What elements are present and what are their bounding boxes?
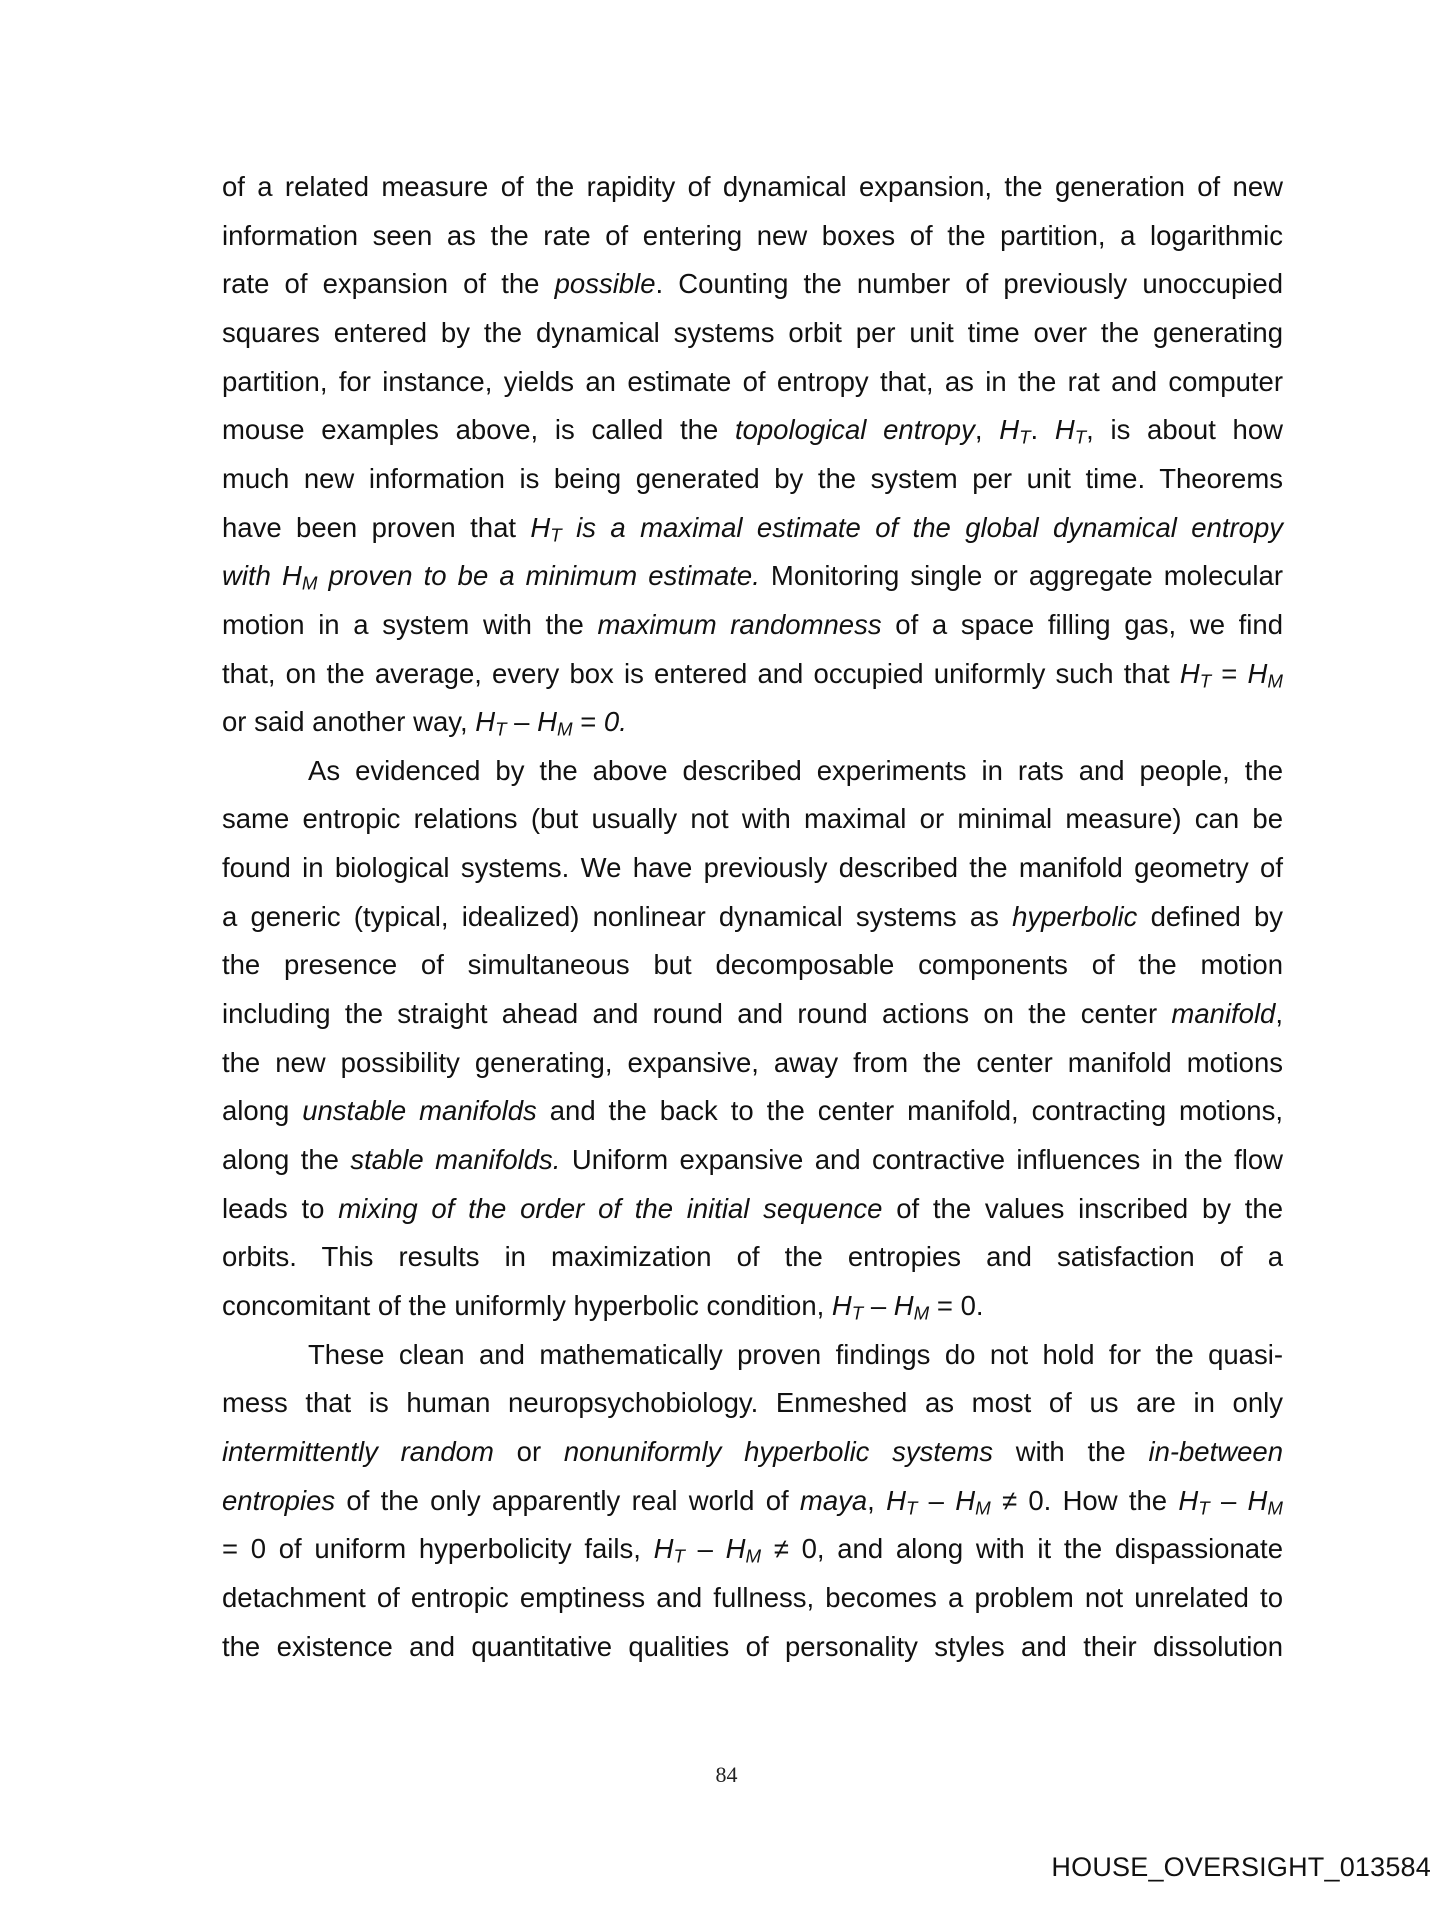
bates-number: HOUSE_OVERSIGHT_013584 [1051,1852,1431,1882]
text-line [222,605,1283,645]
text-run: mess that is human neuropsychobiology. Enmeshed as most of us are in only [222,1387,1283,1419]
text-run: much new information is being generated by the system per unit time. Theorems [222,462,1283,494]
text-run: information seen as the rate of entering new boxes of the partition, a logarithmic [222,219,1283,251]
text-run: rate of expansion of the [222,268,555,300]
text-line [222,945,1283,985]
text-run: Monitoring single or aggregate molecular [759,560,1283,592]
page-number: 84 [715,1762,738,1787]
text-run: ≠ 0. How the [990,1484,1179,1516]
italic-run: H [537,706,557,738]
text-run: or [493,1435,564,1467]
text-run: with the [993,1435,1149,1467]
italic-run: H [475,706,496,738]
text-line [222,264,1283,304]
text-run: . Counting the number of previously unoccupied [655,268,1283,300]
text-run: including the straight ahead and round and round actions on the center [222,998,1172,1030]
text-line [222,167,1283,207]
italic-run: H [1179,657,1200,689]
text-run: defined by [1137,900,1284,932]
italic-run: H [1178,1484,1199,1516]
text-line [222,410,1283,450]
text-run: . [1030,414,1055,446]
italic-run: unstable manifolds [302,1095,537,1127]
text-run: that, on the average, every box is entered and occupied uniformly such that [222,657,1180,689]
text-line [222,1578,1283,1618]
italic-run: H [725,1533,746,1565]
text-line [222,799,1283,839]
text-line [222,897,1283,937]
text-run: concomitant of the uniformly hyperbolic condition, [222,1289,832,1321]
text-line [308,751,1283,791]
italic-run: possible [554,268,656,300]
text-run: orbits. This results in maximization of the entropies and satisfaction of a [222,1241,1283,1273]
text-run: have been proven that [222,511,531,543]
text-run: , [867,1484,887,1516]
subscript: M [913,1302,930,1324]
italic-run: mixing of the order of the initial sequence [338,1192,883,1224]
text-line [222,362,1283,402]
italic-run: intermittently random [222,1435,494,1467]
italic-run: manifold [1171,998,1276,1030]
italic-run: hyperbolic [1012,900,1138,932]
text-line [222,848,1283,888]
text-run: of a space filling gas, we find [881,608,1283,640]
text-run: , [1275,998,1283,1030]
subscript: T [673,1545,685,1567]
text-run: Uniform expansive and contractive influences in the flow [560,1144,1283,1175]
subscript: T [1019,426,1031,448]
text-line [222,1043,1283,1083]
italic-run: nonuniformly hyperbolic systems [563,1435,994,1467]
text-line [222,654,1283,694]
text-line [222,1286,1283,1326]
text-run: detachment of entropic emptiness and fullness, becomes a problem not unrelated to [222,1581,1283,1613]
text-line [222,1383,1283,1423]
text-run: of the values inscribed by the [882,1192,1283,1224]
text-run: = [572,706,604,738]
text-run: – [917,1484,956,1516]
italic-run: maximum randomness [597,608,882,640]
subscript: M [745,1545,762,1567]
text-line [222,1529,1283,1569]
italic-run: H [1247,657,1268,689]
text-run: the new possibility generating, expansive, away from the center manifold motions [222,1046,1283,1078]
text-line [222,994,1283,1034]
text-line [222,313,1283,353]
subscript: T [1198,1497,1210,1519]
italic-run: H [530,511,551,543]
text-run: = 0 of uniform hyperbolicity fails, [222,1533,654,1565]
text-run: the presence of simultaneous but decomposable components of the motion [222,949,1283,981]
text-run: partition, for instance, yields an estimate of entropy that, as in the rat and computer [222,365,1283,397]
text-line [222,556,1283,596]
text-run: mouse examples above, is called the [222,414,735,446]
italic-run: H [1247,1484,1268,1516]
text-run: – [506,706,538,738]
text-line [222,1432,1283,1472]
italic-run: H [999,414,1020,446]
subscript: T [495,718,507,740]
text-run: = 0. [929,1289,984,1321]
italic-run: 0. [603,706,627,738]
text-run: motion in a system with the [222,608,598,640]
text-run: found in biological systems. We have previously described the manifold geometry of [222,852,1283,884]
text-run: and the back to the center manifold, contracting motions, [536,1095,1283,1127]
text-run: leads to [222,1192,339,1224]
text-run: , is about how [1086,414,1284,446]
text-run: squares entered by the dynamical systems orbit per unit time over the generating [222,316,1283,348]
text-run: of a related measure of the rapidity of dynamical expansion, the generation of new [222,171,1283,202]
text-run: , [974,414,1000,446]
italic-run: H [831,1289,852,1321]
italic-run: proven to be a minimum estimate. [317,560,760,592]
subscript: M [1267,670,1283,692]
italic-run: maya [799,1484,868,1516]
subscript: T [1074,426,1087,448]
italic-run: in-between [1148,1435,1283,1467]
italic-run: H [886,1484,906,1516]
text-line [222,459,1283,499]
italic-run: with H [222,560,302,592]
subscript: T [905,1497,918,1519]
italic-run: H [653,1533,674,1565]
italic-run: stable manifolds. [350,1144,561,1175]
text-run: = [1211,657,1248,689]
text-line [222,702,1283,742]
text-run: of the only apparently real world of [335,1484,800,1516]
italic-run: is a maximal estimate of the global dynamical entropy [561,511,1283,543]
subscript: M [556,718,573,740]
subscript: T [1199,670,1212,692]
subscript: M [1267,1497,1283,1519]
text-line [222,1140,1283,1180]
text-line [222,1237,1283,1277]
text-line [222,508,1283,548]
text-run: ≠ 0, and along with it the dispassionate [761,1533,1283,1565]
italic-run: entropies [222,1484,336,1516]
text-line [222,1091,1283,1131]
text-run: These clean and mathematically proven findings do not hold for the quasi- [308,1338,1283,1370]
text-line [222,1627,1283,1667]
text-run: – [1209,1484,1248,1516]
text-line [222,1189,1283,1229]
subscript: M [301,572,318,594]
text-run: along [222,1095,303,1127]
italic-run: H [955,1484,976,1516]
text-run: along the [222,1144,351,1175]
text-run: the existence and quantitative qualities of personality styles and their dissolution [222,1630,1283,1662]
text-run: or said another way, [222,706,476,738]
text-line [308,1335,1283,1375]
text-run: same entropic relations (but usually not with maximal or minimal measure) can be [222,803,1283,835]
text-line [222,1481,1283,1521]
italic-run: topological entropy [734,414,975,446]
text-run: As evidenced by the above described experiments in rats and people, the [308,754,1283,786]
text-run: – [863,1289,894,1321]
text-run: a generic (typical, idealized) nonlinear dynamical systems as [222,900,1013,932]
text-run: – [684,1533,726,1565]
subscript: M [975,1497,991,1519]
text-line [222,216,1283,256]
italic-run: H [1054,414,1075,446]
subscript: T [550,524,562,546]
italic-run: H [893,1289,914,1321]
subscript: T [851,1302,864,1324]
